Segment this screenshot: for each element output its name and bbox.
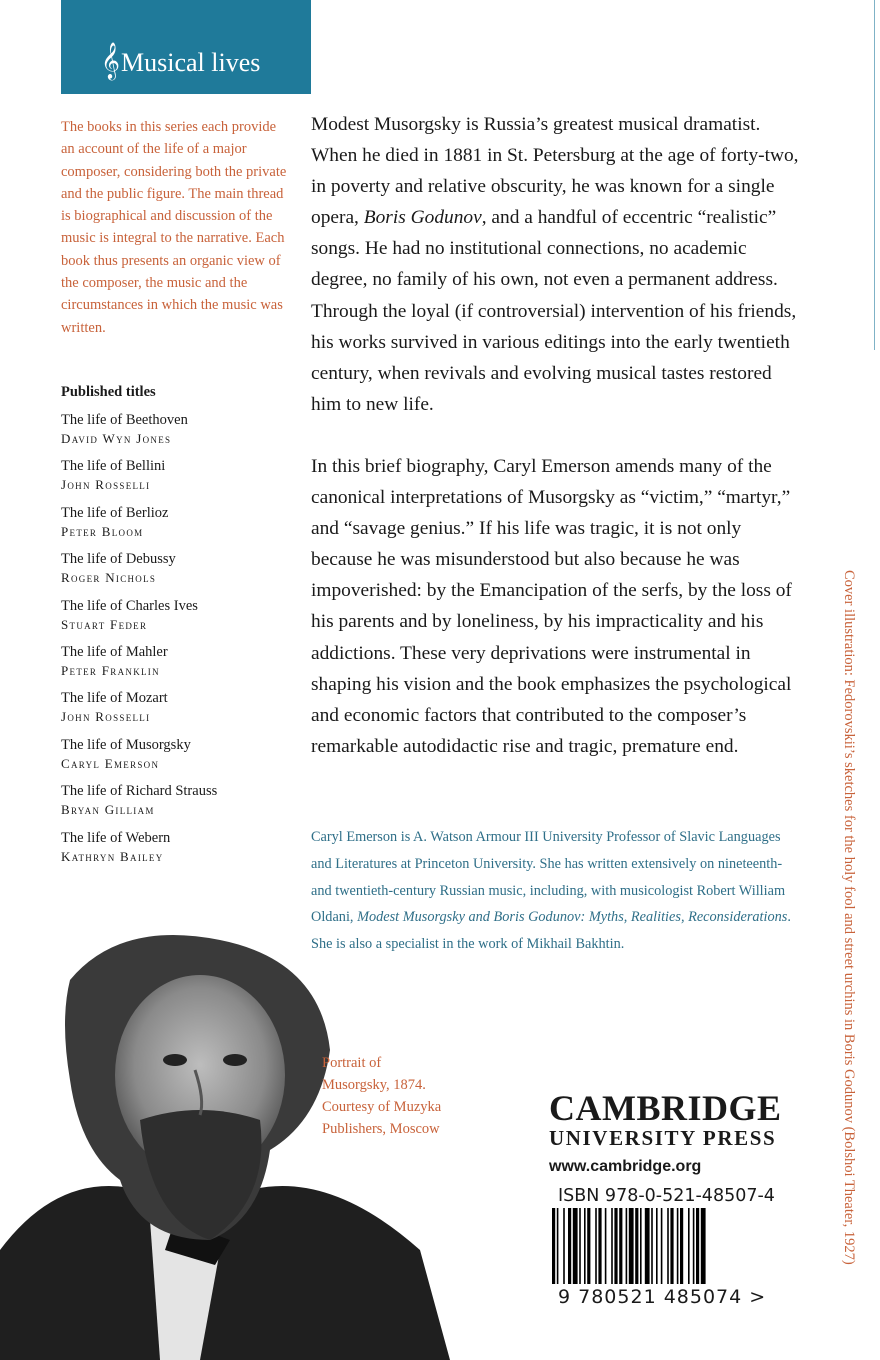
published-titles-list — [61, 411, 217, 875]
barcode-bar — [611, 1208, 613, 1284]
list-item — [61, 411, 217, 457]
book-author: Kathryn Bailey — [61, 848, 164, 864]
list-item — [61, 829, 217, 875]
barcode-bar — [656, 1208, 658, 1284]
barcode-bar — [629, 1208, 634, 1284]
barcode-digits: 9 780521 485074 > — [558, 1286, 767, 1308]
blurb-paragraph-1: Modest Musorgsky is Russia’s greatest musical dramatist. When he died in 1881 in St. Petersburg at the age of forty-two, in poverty and relative obscurity, he was known for a single opera, Boris Godunov, and a handful of eccentric “realistic” songs. He had no institutional connections, no academic degree, no family of his own, not even a permanent address. Through the loyal (if controversial) intervention of his friends, his works survived in various editings into the early twentieth century, when revivals and evolving musical tastes restored him to new life. — [311, 114, 799, 415]
list-item — [61, 457, 217, 503]
series-title: Musical lives — [121, 48, 261, 77]
book-title: The life of Mahler — [61, 643, 168, 660]
book-author: Roger Nichols — [61, 570, 157, 586]
series-banner — [61, 0, 311, 94]
list-item — [61, 504, 217, 550]
barcode-bar — [701, 1208, 706, 1284]
barcode-bar — [626, 1208, 628, 1284]
cover-illustration-credit: Cover illustration: Fedorovskii’s sketches for the holy fool and street urchins in Boris Godunov (Bolshoi Theater, 1927) — [841, 570, 857, 1265]
barcode-bar — [568, 1208, 571, 1284]
book-title: The life of Richard Strauss — [61, 783, 218, 800]
blurb-paragraph-2: In this brief biography, Caryl Emerson amends many of the canonical interpretations of Musorgsky as “victim,” “martyr,” and “savage genius.” If his life was tragic, it is not only because he was misunderstood but also because he was impoverished: by the Emancipation of the serfs, by the loss of his parents and by loneliness, by his impracticality and his addictions. These very deprivations were instrumental in shaping his vision and the book emphasizes the psychological and economic factors that contributed to the composer’s remarkable autodidactic rise and tragic, premature end. — [311, 455, 792, 757]
publisher-name: CAMBRIDGE — [549, 1088, 782, 1128]
edge-line — [874, 0, 875, 350]
list-item — [61, 597, 217, 643]
barcode-bar — [619, 1208, 622, 1284]
barcode-bar — [670, 1208, 673, 1284]
barcode-bar — [696, 1208, 699, 1284]
barcode-bar — [563, 1208, 565, 1284]
barcode-bar — [677, 1208, 679, 1284]
book-title: The life of Beethoven — [61, 412, 188, 428]
barcode-bar — [645, 1208, 650, 1284]
barcode-bar — [579, 1208, 581, 1284]
barcode-bar — [640, 1208, 642, 1284]
book-author: Caryl Emerson — [61, 755, 160, 771]
book-author: Stuart Feder — [61, 616, 148, 632]
barcode-bar — [667, 1208, 669, 1284]
barcode-bar — [595, 1208, 597, 1284]
publisher-url: www.cambridge.org — [549, 1158, 702, 1175]
list-item — [61, 689, 217, 735]
book-title: The life of Debussy — [61, 551, 176, 568]
series-description: The books in this series each provide an account of the life of a major composer, considering both the private and the public figure. The main thread is biographical and discussion of the music is integral to the narrative. Each book thus presents an organic view of the composer, the music and the circumstances in which the music was written. — [61, 119, 287, 336]
author-bio: Caryl Emerson is A. Watson Armour III University Professor of Slavic Languages and Literatures at Princeton University. She has written extensively on nineteenth- and twentieth-century Russian music, including, with musicologist Robert William Oldani, Modest Musorgsky and Boris Godunov: Myths, Realities, Reconsiderations. She is also a specialist in the work of Mikhail Bakhtin. — [311, 829, 791, 953]
book-title: The life of Berlioz — [61, 504, 169, 521]
book-author: David Wyn Jones — [61, 431, 172, 446]
book-author: John Rosselli — [61, 709, 151, 725]
barcode-bar — [688, 1208, 690, 1284]
barcode-bar — [584, 1208, 586, 1284]
publisher-logo — [549, 1090, 799, 1176]
barcode-bar — [587, 1208, 590, 1284]
isbn-label: ISBN 978-0-521-48507-4 — [558, 1186, 775, 1206]
list-item — [61, 643, 217, 689]
publisher-subtitle: UNIVERSITY PRESS — [549, 1126, 777, 1150]
book-reference: Modest Musorgsky and Boris Godunov: Myths, Realities, Reconsiderations — [357, 909, 788, 926]
barcode-bar — [573, 1208, 578, 1284]
book-title: The life of Bellini — [61, 458, 166, 475]
book-author: John Rosselli — [61, 477, 151, 493]
list-item — [61, 550, 217, 596]
barcode-bar — [693, 1208, 695, 1284]
barcode-bar — [598, 1208, 601, 1284]
treble-clef-icon: 𝄞 — [101, 41, 120, 79]
barcode-bar — [552, 1208, 555, 1284]
book-author: Peter Bloom — [61, 523, 144, 539]
published-titles-heading: Published titles — [61, 384, 156, 400]
opera-title: Boris Godunov — [363, 207, 482, 229]
musorgsky-portrait — [0, 920, 450, 1360]
portrait-caption: Portrait of Musorgsky, 1874. Courtesy of Muzyka Publishers, Moscow — [322, 1055, 442, 1137]
book-author: Bryan Gilliam — [61, 802, 155, 818]
barcode-bar — [635, 1208, 638, 1284]
barcode-bar — [680, 1208, 683, 1284]
book-author: Peter Franklin — [61, 662, 160, 678]
book-title: The life of Mozart — [61, 690, 168, 707]
book-title: The life of Charles Ives — [61, 597, 198, 614]
barcode-bar — [651, 1208, 653, 1284]
blurb — [311, 109, 801, 793]
barcode-bar — [557, 1208, 559, 1284]
barcode-bar — [661, 1208, 663, 1284]
book-title: The life of Musorgsky — [61, 736, 191, 753]
list-item — [61, 736, 217, 782]
list-item — [61, 782, 217, 828]
barcode-bar — [605, 1208, 607, 1284]
barcode-bar — [614, 1208, 617, 1284]
book-title: The life of Webern — [61, 829, 171, 846]
